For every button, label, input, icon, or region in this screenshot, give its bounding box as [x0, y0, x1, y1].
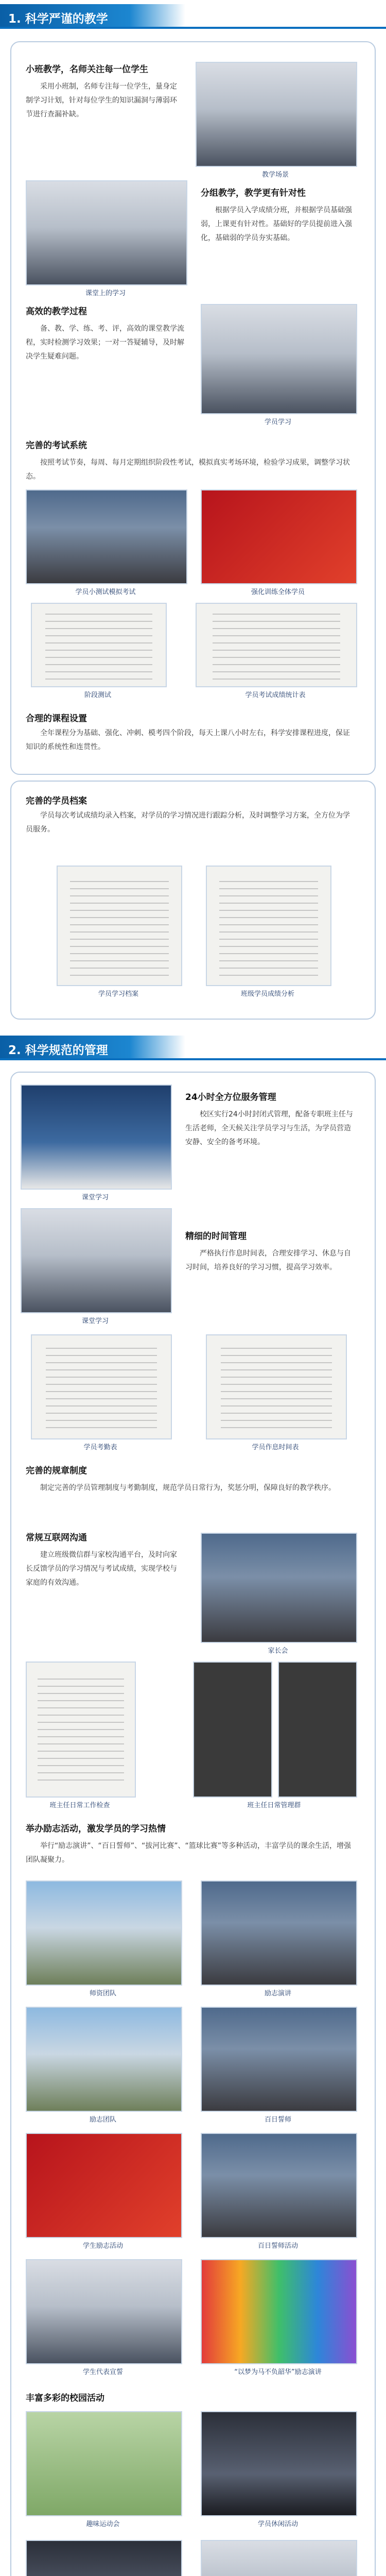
- event-photo: [201, 2133, 357, 2238]
- subheading: 小班教学，名师关注每一位学生: [26, 64, 148, 75]
- photo-caption: 趣味运动会: [86, 2520, 120, 2528]
- exam-photo: [26, 489, 187, 584]
- subheading: 常规互联网沟通: [26, 1533, 87, 1543]
- subheading: 举办励志活动，激发学员的学习热情: [26, 1824, 166, 1834]
- photo-caption: 班级学员成绩分析: [240, 990, 294, 998]
- team-photo: [26, 2007, 182, 2112]
- photo-caption: “以梦为马不负韶华”励志演讲: [234, 2368, 322, 2376]
- section-header-1: [0, 4, 386, 29]
- paragraph: 按照考试节奏，每周、每月定期组织阶段性考试，模拟真实考场环境，检验学习成果，调整学习状态。: [26, 459, 350, 481]
- checklist-photo: [26, 1662, 136, 1798]
- subheading: 丰富多彩的校园活动: [26, 2393, 104, 2403]
- slogan-photo: [201, 2259, 357, 2364]
- office-photo: [21, 1084, 172, 1190]
- section-title: 2. 科学规范的管理: [8, 1044, 108, 1057]
- classroom-photo: [21, 1208, 172, 1313]
- test-paper-photo: [31, 603, 167, 687]
- photo-caption: 百日誓师: [264, 2116, 291, 2124]
- subheading: 合理的课程设置: [26, 714, 87, 724]
- photo-caption: 阶段测试: [84, 691, 111, 699]
- file-photo: [57, 866, 182, 986]
- schedule-photo: [206, 1334, 347, 1439]
- header-line: [0, 27, 386, 29]
- file-photo: [206, 866, 331, 986]
- activity-photo: [26, 2540, 182, 2576]
- subheading: 精细的时间管理: [185, 1231, 247, 1242]
- section-title: 1. 科学严谨的教学: [8, 12, 108, 26]
- paragraph: 备、教、学、练、考、评，高效的课堂教学流程，实时检测学习效果；一对一答疑辅导，及时解决学生疑难问题。: [26, 325, 184, 361]
- photo-caption: 课堂学习: [81, 1194, 109, 1201]
- oath-photo: [201, 2007, 357, 2112]
- subheading: 完善的学员档案: [26, 796, 87, 806]
- photo-caption: 师资团队: [89, 1990, 116, 1997]
- photo-caption: 百日誓师活动: [257, 2242, 298, 2250]
- photo-caption: 学员考勤表: [83, 1444, 117, 1451]
- subheading: 完善的考试系统: [26, 440, 87, 451]
- header-line: [0, 1058, 386, 1060]
- activity-photo: [26, 2411, 182, 2516]
- paragraph: 根据学员入学成绩分班，并根据学员基础强弱，上课更有针对性。基础好的学员提前进入强化，基础弱的学员夯实基础。: [201, 206, 352, 242]
- banner-photo: [201, 489, 357, 584]
- paragraph: 建立班级微信群与家校沟通平台，及时向家长反馈学员的学习情况与考试成绩，实现学校与家庭的有效沟通。: [26, 1551, 177, 1587]
- event-photo: [26, 2133, 182, 2238]
- photo-caption: 励志团队: [89, 2116, 116, 2124]
- section-header-2: [0, 1036, 386, 1060]
- score-sheet-photo: [196, 603, 357, 687]
- subheading: 24小时全方位服务管理: [185, 1092, 276, 1103]
- classroom-photo: [26, 180, 187, 285]
- attendance-photo: [31, 1334, 172, 1439]
- chat-screenshot: [278, 1662, 357, 1798]
- paragraph: 严格执行作息时间表，合理安排学习、休息与自习时间，培养良好的学习习惯，提高学习效率。: [185, 1249, 351, 1272]
- paragraph: 学员每次考试成绩均录入档案，对学员的学习情况进行跟踪分析，及时调整学习方案，全方位为学员服务。: [26, 811, 350, 834]
- study-photo: [201, 304, 357, 414]
- subheading: 高效的教学过程: [26, 307, 87, 317]
- photo-caption: 课堂学习: [81, 1317, 109, 1325]
- paragraph: 校区实行24小时封闭式管理，配备专职班主任与生活老师，全天候关注学员学习与生活，为学员营造安静、安全的备考环境。: [185, 1110, 353, 1146]
- photo-caption: 学员学习: [264, 418, 291, 426]
- paragraph: 全年课程分为基础、强化、冲刺、模考四个阶段，每天上课八小时左右，科学安排课程进度，保证知识的系统性和连贯性。: [26, 729, 350, 751]
- paragraph: 采用小班制，名师专注每一位学生，量身定制学习计划，针对每位学生的知识漏洞与薄弱环节进行查漏补缺。: [26, 82, 177, 118]
- photo-caption: 学生励志活动: [82, 2242, 123, 2250]
- chat-screenshot: [193, 1662, 272, 1798]
- paragraph: 举行“励志演讲”、“百日誓师”、“拔河比赛”、“篮球比赛”等多种活动，丰富学员的课余生活，增强团队凝聚力。: [26, 1842, 352, 1864]
- photo-caption: 学员作息时间表: [252, 1444, 299, 1451]
- photo-caption: 励志演讲: [264, 1990, 291, 1997]
- photo-caption: 学员休闲活动: [257, 2520, 298, 2528]
- photo-caption: 家长会: [268, 1647, 288, 1655]
- photo-caption: 学员考试成绩统计表: [245, 691, 306, 699]
- meeting-photo: [201, 1533, 357, 1643]
- photo-caption: 学生代表宣誓: [82, 2368, 123, 2376]
- event-photo: [26, 2259, 182, 2364]
- photo-caption: 强化训练全体学员: [251, 588, 305, 596]
- activity-photo: [201, 2411, 357, 2516]
- activity-photo: [201, 2540, 357, 2576]
- photo-caption: 班主任日常管理群: [247, 1802, 301, 1809]
- paragraph: 制定完善的学员管理制度与考勤制度，规范学员日常行为，奖惩分明，保障良好的教学秩序。: [40, 1484, 336, 1492]
- photo-caption: 教学场景: [261, 171, 289, 179]
- subheading: 完善的规章制度: [26, 1466, 87, 1476]
- photo-caption: 学员学习档案: [98, 990, 138, 998]
- subheading: 分组教学，教学更有针对性: [201, 188, 306, 198]
- team-photo: [26, 1880, 182, 1986]
- photo-caption: 学员小测试模拟考试: [75, 588, 136, 596]
- classroom-photo: [196, 62, 357, 167]
- speech-photo: [201, 1880, 357, 1986]
- photo-caption: 课堂上的学习: [85, 290, 126, 297]
- photo-caption: 班主任日常工作检查: [49, 1802, 110, 1809]
